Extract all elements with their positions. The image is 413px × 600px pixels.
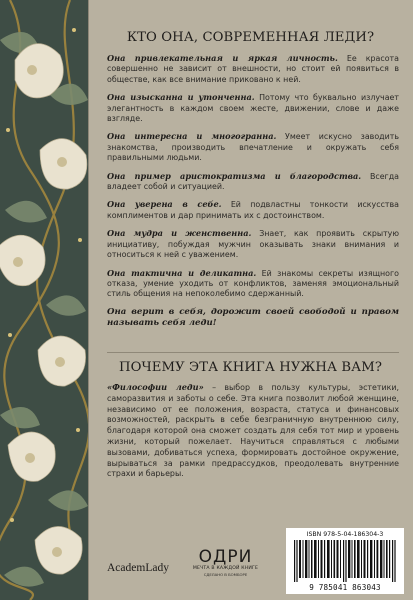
quality-item [107, 199, 399, 221]
quality-item [107, 92, 399, 124]
quality-text: Ей знакомы секреты изящного отказа, умение уходить от конфликтов, заменяя эмоциональный стиль общения на непоколебимо сдержанный. [107, 268, 399, 299]
odri-logo-text: ОДРИ [198, 547, 253, 567]
book-title: «Философии леди» [107, 382, 204, 392]
quality-lead: Она мудра и женственна. [107, 228, 252, 239]
section-separator [107, 352, 399, 353]
quality-lead: Она тактична и деликатна. [107, 267, 257, 278]
floral-pattern-strip [0, 0, 88, 600]
quality-text: Знает, как проявить скрытую инициативу, побуждая мужчин оказывать знаки внимания и относиться к ней с уважением. [107, 229, 399, 260]
quality-item [107, 268, 399, 300]
quality-text: Потому что буквально излучает элегантность в каждом своем жесте, движении, слове и даже взгляде. [107, 93, 399, 124]
heading-why-book: ПОЧЕМУ ЭТА КНИГА НУЖНА ВАМ? [118, 360, 383, 375]
odri-made-in: СДЕЛАНО В БОМБОРЕ [203, 572, 248, 577]
barcode-block [286, 528, 404, 594]
panel-divider [88, 0, 89, 600]
quality-item [107, 53, 399, 85]
quality-text: Ее красота совершенно не зависит от внешности, но стоит ей появиться в обществе, как все внимание приковано к ней. [107, 54, 399, 84]
qualities-list [107, 53, 399, 336]
quality-text: Всегда владеет собой и ситуацией. [107, 171, 399, 192]
closing-statement: Она верит в себя, дорожит своей свободой и правом называть себя леди! [107, 306, 399, 328]
quality-lead: Она уверена в себе. [107, 199, 222, 210]
quality-text: Умеет искусно заводить знакомства, производить впечатление и окружать себя правильными людьми. [107, 132, 399, 163]
barcode-number: 9 785041 863043 [309, 583, 381, 592]
quality-lead: Она пример аристократизма и благородства. [107, 170, 362, 181]
quality-item [107, 228, 399, 260]
heading-who-is-lady: КТО ОНА, СОВРЕМЕННАЯ ЛЕДИ? [126, 30, 375, 45]
text-panel [88, 0, 413, 600]
floral-pattern-image [0, 0, 88, 600]
quality-item [107, 131, 399, 163]
academlady-logo: AcademLady [107, 562, 169, 574]
odri-tagline: МЕЧТА В КАЖДОЙ КНИГЕ [192, 566, 259, 571]
isbn-label: ISBN 978-5-04-186304-3 [306, 531, 384, 538]
quality-lead: Она привлекательная и яркая личность. [107, 53, 338, 63]
description-text: – выбор в пользу культуры, эстетики, саморазвития и заботы о себе. Эта книга позволит любой женщине, независимо от ее положения, возраста, статуса и финансовых возможностей, раскрыть в себе безграничную внутреннюю силу, благодаря которой она сможет создать для себя тот мир и уровень жизни, который пожелает. Научиться справляться с любыми вызовами, добиваться успеха, формировать достойное окружение, вырываться за рамки предрассудков, преодолевать внутренние страхи и барьеры. [107, 383, 399, 479]
quality-text: Ей подвластны тонкости искусства комплиментов и дар принимать их с достоинством. [107, 200, 399, 220]
quality-lead: Она изысканна и утонченна. [107, 92, 255, 103]
barcode-image [294, 540, 396, 582]
quality-lead: Она интересна и многогранна. [107, 131, 277, 142]
quality-item [107, 171, 399, 193]
description-section [107, 382, 399, 487]
description-paragraph [107, 382, 399, 480]
odri-logo [178, 548, 273, 578]
